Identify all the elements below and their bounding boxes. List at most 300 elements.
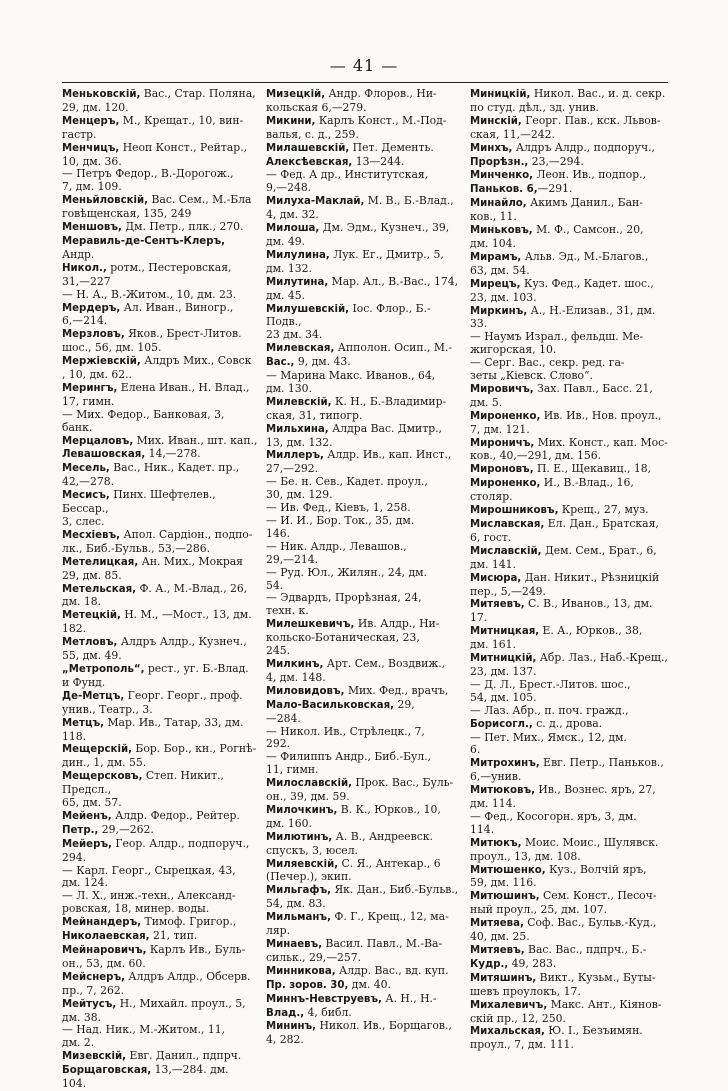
directory-line: Мининъ, Никол. Ив., Борщагов., (266, 1019, 452, 1033)
directory-line: и Фунд. (62, 675, 106, 689)
directory-line: Миллеръ, Алдр. Ив., кап. Инст., (266, 448, 452, 462)
entry-surname: Петр., (62, 824, 99, 836)
entry-surname: Мирецъ, (470, 278, 521, 290)
directory-line: говѣщенская, 135, 249 (62, 207, 192, 221)
entry-surname: Мало-Васильковская, (266, 699, 395, 711)
directory-line: Миславская, Ел. Дан., Братская, (470, 517, 659, 530)
directory-line: дм. 132. (266, 261, 312, 275)
directory-line: 182. (62, 622, 87, 636)
entry-surname: Мильхина, (266, 423, 329, 435)
directory-line: банк. (62, 420, 93, 434)
directory-line: Меравиль-де-Сентъ-Клеръ, Андр. (62, 235, 226, 261)
directory-line: Николаевская, 21, тип. (62, 929, 198, 943)
directory-line: ный проул., 25, дм. 107. (470, 903, 608, 917)
entry-surname: Метецкій, (62, 610, 121, 622)
directory-line: ская, 31, типогр. (266, 408, 363, 422)
directory-line: — Наумъ Израл., фельдш. Ме- (470, 330, 644, 344)
directory-line: 104. (62, 1077, 87, 1091)
directory-line: ровская, 18, минер. воды. (62, 902, 210, 916)
directory-line: Минскій, Георг. Пав., кск. Львов- (470, 113, 661, 127)
entry-surname: Минченко, (470, 170, 534, 182)
directory-line: унив., Театр., 3. (62, 702, 153, 716)
directory-line: 42,—278. (62, 475, 115, 489)
directory-line: кольско-Ботаническая, 23, (266, 631, 420, 645)
directory-line: Миляевскій, С. Я., Антекар., 6 (266, 856, 441, 870)
directory-line: Мизецкій, Андр. Флоров., Ни- (266, 87, 437, 100)
entry-surname: Мисюра, (470, 572, 522, 584)
directory-line: дм. 45. (266, 288, 306, 302)
directory-line: — Серг. Вас., секр. ред. га- (470, 356, 625, 370)
entry-surname: Левашовская, (62, 449, 146, 461)
directory-line: Метелицкая, Ан. Мих., Мокрая (62, 554, 243, 568)
directory-line: „Метрополь“, рест., уг. Б.-Влад. (62, 661, 249, 675)
directory-line: Михальская, Ю. І., Безъимян. (470, 1024, 643, 1038)
directory-line: Меншовъ, Дм. Петр., плк., 270. (62, 220, 244, 234)
directory-line: шос., 56, дм. 105. (62, 341, 162, 355)
directory-line: кольская 6,—279. (266, 100, 367, 114)
entry-surname: Мейнаровичъ, (62, 945, 147, 956)
entry-surname: Митюковъ, (470, 785, 535, 797)
entry-surname: Мизецкій, (266, 89, 326, 100)
directory-line: 54, дм. 83. (266, 897, 326, 911)
directory-line: Миловидовъ, Мих. Фед., врачъ, (266, 683, 449, 697)
entry-surname: Борщаговская, (62, 1065, 152, 1077)
entry-surname: Метелицкая, (62, 556, 139, 568)
directory-line: дм. 124. (62, 876, 108, 890)
directory-line: Метецкій, Н. М., —Мост., 13, дм. (62, 608, 252, 622)
directory-line: 63, дм. 54. (470, 263, 530, 277)
entry-surname: Михальская, (470, 1026, 545, 1038)
page-number-header: — 41 — (329, 56, 399, 75)
entry-surname: Микини, (266, 115, 316, 127)
directory-line: ков., 40,—291, дм. 156. (470, 449, 602, 463)
entry-surname: Меньйловскій, (62, 195, 149, 207)
directory-line: Митрохинъ, Евг. Петр., Паньков., (470, 756, 664, 770)
entry-surname: Митюшинъ, (470, 891, 540, 903)
directory-line: 9,—248. (266, 181, 312, 195)
directory-line: ляр. (266, 924, 291, 938)
directory-line: — Карл. Георг., Сырецкая, 43, (62, 863, 236, 877)
entry-surname: Милевская, (266, 343, 335, 355)
column-middle (266, 87, 464, 1047)
entry-surname: Миславскій, (470, 545, 542, 557)
directory-line: Милуха-Маклай, М. В., Б.-Влад., (266, 194, 454, 208)
entry-surname: Борисогл., (470, 718, 533, 730)
entry-surname: Милашевскій, (266, 142, 350, 154)
directory-line: 7, дм. 121. (470, 422, 530, 436)
directory-line: Милоша, Дм. Эдм., Кузнеч., 39, (266, 221, 450, 235)
directory-line: — Марина Макс. Иванов., 64, (266, 369, 436, 383)
directory-line: Минайло, Акимъ Данил., Бан- (470, 196, 643, 210)
directory-line: Пр. зоров. 30, дм. 40. (266, 977, 391, 991)
directory-line: 29,—214. (266, 552, 319, 566)
entry-surname: Метловъ, (62, 637, 118, 649)
entry-surname: Мерзловъ, (62, 329, 125, 341)
entry-surname: Месхіевъ, (62, 529, 121, 541)
entry-surname: Минникова, (266, 965, 336, 977)
entry-surname: Мейеръ, (62, 838, 112, 850)
entry-surname: Михалевичъ, (470, 999, 548, 1011)
directory-line: Вас., 9, дм. 43. (266, 355, 351, 369)
entry-surname: Мирамъ, (470, 251, 522, 263)
entry-surname: Милешкевичъ, (266, 619, 355, 631)
directory-line: Митюшинъ, Сем. Конст., Песоч- (470, 889, 657, 903)
entry-surname: Милкинъ, (266, 658, 324, 670)
directory-line: Миньковъ, М. Ф., Самсон., 20, (470, 223, 644, 237)
entry-surname: Метельская, (62, 583, 137, 595)
entry-surname: Милютинъ, (266, 831, 333, 843)
directory-line: Миславскій, Дем. Сем., Брат., 6, (470, 543, 657, 557)
entry-surname: „Метрополь“, (62, 663, 145, 675)
directory-line: — Бе. н. Сев., Кадет. проул., (266, 475, 428, 489)
entry-surname: Мещерскій, (62, 744, 132, 756)
entry-surname: Пр. зоров. 30, (266, 979, 349, 991)
directory-line: Митюшенко, Куз., Волчій яръ, (470, 862, 647, 876)
directory-line: Милулина, Лук. Ег., Дмитр., 5, (266, 247, 444, 261)
directory-line: Мироненко, И., В.-Влад., 16, (470, 476, 634, 490)
directory-line: — Руд. Юл., Жилян., 24, дм. (266, 565, 427, 579)
directory-line: Месисъ, Пинх. Шефтелев., Бессар., (62, 488, 216, 516)
entry-surname: Мещерсковъ, (62, 771, 143, 783)
directory-line: Минникова, Алдр. Вас., вд. куп. (266, 963, 449, 977)
directory-line: Милютинъ, А. В., Андреевск. (266, 829, 433, 843)
entry-surname: Миляевскій, (266, 858, 339, 870)
directory-line: Милутина, Мар. Ал., В.-Вас., 174, (266, 274, 459, 288)
directory-line: сильк., 29,—257. (266, 950, 362, 964)
directory-line: — Фед., Косогорн. яръ, 3, дм. (470, 809, 637, 823)
entry-surname: Месель, (62, 463, 110, 475)
directory-line: Митяева, Соф. Вас., Бульв.-Куд., (470, 916, 657, 930)
entry-surname: Мироничъ, (470, 437, 535, 449)
directory-columns (62, 87, 668, 1091)
entry-surname: Митяева, (470, 918, 524, 930)
entry-surname: Мироновъ, (470, 464, 534, 476)
directory-line: Петр., 29,—262. (62, 822, 154, 836)
directory-line: — И. И., Бор. Ток., 35, дм. (266, 514, 415, 527)
directory-line: Кудр., 49, 283. (470, 956, 557, 970)
directory-line: — Никол. Ив., Стрѣлецк., 7, (266, 724, 425, 738)
directory-line: Месхіевъ, Апол. Сардіон., подпо- (62, 527, 253, 541)
directory-line: Паньков. 6,—291. (470, 182, 573, 196)
directory-line: — Фед. А др., Институтская, (266, 168, 429, 182)
directory-line: — Лаз. Абр., п. поч. гражд., (470, 703, 629, 717)
directory-line: 31,—227 (62, 274, 111, 288)
directory-line: 30, дм. 129. (266, 488, 333, 502)
entry-surname: Вас., (266, 357, 295, 369)
directory-line: Мисюра, Дан. Никит., Рѣзницкій (470, 570, 660, 584)
directory-line: Мейснеръ, Алдръ Алдр., Обсерв. (62, 969, 251, 983)
directory-line: техн. к. (266, 604, 309, 618)
entry-surname: Митницкій, (470, 653, 537, 665)
directory-line: ская, 11,—242. (470, 127, 555, 141)
directory-line: 23 дм. 34. (266, 328, 323, 342)
entry-surname: Мироненко, (470, 478, 541, 490)
directory-line: Милашевскій, Пет. Дементь. (266, 140, 434, 154)
entry-surname: Миньковъ, (470, 225, 533, 237)
column-left (62, 87, 260, 1091)
directory-line: — Мих. Федор., Банковая, 3, (62, 407, 225, 421)
directory-line: Мещерсковъ, Степ. Никит., Предсл., (62, 769, 224, 797)
entry-surname: Влад., (266, 1007, 305, 1019)
directory-line: Милушевскій, Іос. Флор., Б.-Подв., (266, 301, 431, 329)
entry-surname: Мильгафъ, (266, 885, 332, 897)
directory-line: — Ник. Алдр., Левашов., (266, 539, 407, 553)
entry-surname: Милочкинъ, (266, 804, 338, 816)
directory-line: — Д. Л., Брест.-Литов. шос., (470, 677, 631, 691)
directory-line: 294. (62, 850, 87, 864)
entry-surname: Миславская, (470, 519, 545, 530)
directory-line: жигорская, 10. (470, 343, 557, 357)
entry-surname: Мейнандеръ, (62, 917, 142, 929)
directory-line: Мейеръ, Геор. Алдр., подпоруч., (62, 836, 250, 850)
directory-line: 27,—292. (266, 462, 319, 476)
directory-line: спускъ, 3, юсел. (266, 843, 358, 857)
directory-line: 3, слес. (62, 515, 105, 528)
entry-surname: Митяшинъ, (470, 972, 537, 984)
directory-line: — Пет. Мих., Ямск., 12, дм. (470, 730, 627, 744)
entry-surname: Мирошниковъ, (470, 505, 559, 517)
directory-line: Прорѣзн., 23,—294. (470, 154, 584, 168)
directory-line: Мильхина, Алдра Вас. Дмитр., (266, 421, 442, 435)
directory-line: — Над. Ник., М.-Житом., 11, (62, 1023, 226, 1037)
directory-line: дм. 38. (62, 1010, 102, 1024)
directory-line: Митяевъ, Вас. Вас., пдпрч., Б.- (470, 943, 647, 956)
directory-line: — Ив. Фед., Кіевъ, 1, 258. (266, 501, 411, 515)
directory-line: дм. 5. (470, 395, 503, 409)
directory-line: Левашовская, 14,—278. (62, 447, 201, 461)
directory-line: 6. (470, 743, 481, 757)
entry-surname: Милуха-Маклай, (266, 196, 365, 208)
directory-line: Михалевичъ, Макс. Ант., Кіянов- (470, 997, 662, 1011)
entry-surname: Меравиль-де-Сентъ-Клеръ, (62, 235, 226, 247)
directory-line: 146. (266, 526, 291, 540)
directory-line: дм. 104. (470, 236, 516, 250)
directory-line: дм. 49. (266, 234, 306, 248)
directory-line: Мирецъ, Куз. Фед., Кадет. шос., (470, 276, 654, 290)
directory-line: Мироничъ, Мих. Конст., кап. Мос- (470, 435, 668, 449)
directory-line: Мало-Васильковская, 29, (266, 697, 415, 711)
directory-line: дм. 161. (470, 638, 516, 652)
directory-line: по студ. дѣл., зд. унив. (470, 100, 599, 114)
directory-line: 6,—унив. (470, 770, 522, 784)
entry-surname: Миллеръ, (266, 450, 324, 462)
directory-line: — Н. А., В.-Житом., 10, дм. 23. (62, 287, 237, 301)
directory-line: Борщаговская, 13,—284. дм. (62, 1063, 229, 1077)
directory-line: Милевскій, К. Н., Б.-Владимир- (266, 394, 447, 408)
directory-line: Митяшинъ, Викт., Кузьм., Буты- (470, 970, 656, 984)
directory-line: пр., 7, 262. (62, 983, 125, 997)
entry-surname: Минаевъ, (266, 939, 323, 950)
directory-line: Милославскій, Прок. Вас., Буль- (266, 776, 454, 790)
directory-line: Мейнандеръ, Тимоф. Григор., (62, 915, 237, 929)
directory-line: он., 53, дм. 60. (62, 956, 146, 970)
directory-line: Мильманъ, Ф. Г., Крещ., 12, ма- (266, 910, 449, 924)
entry-surname: Милевскій, (266, 396, 332, 408)
directory-line: дм. 141. (470, 557, 516, 571)
directory-line: Мещерскій, Бор. Бор., кн., Рогнѣ- (62, 742, 257, 756)
directory-line: дм. 114. (470, 797, 516, 811)
entry-surname: Менчицъ, (62, 142, 120, 154)
entry-surname: Де-Метцъ, (62, 690, 125, 702)
directory-line: дм. 160. (266, 816, 312, 830)
entry-surname: Милоша, (266, 223, 320, 235)
entry-surname: Алексѣевская, (266, 156, 353, 168)
directory-line: — Филиппъ Андр., Биб.-Бул., (266, 750, 432, 764)
entry-surname: Минскій, (470, 115, 522, 127)
directory-line: 23, дм. 137. (470, 664, 537, 678)
directory-line: лк., Биб.-Бульв., 53,—286. (62, 541, 211, 555)
directory-line: Митницкая, Е. А., Юрков., 38, (470, 624, 643, 638)
directory-line: Мизевскій, Евг. Данил., пдпрч. (62, 1049, 242, 1063)
directory-line: — Эдвардъ, Прорѣзная, 24, (266, 591, 422, 605)
directory-line: 55, дм. 49. (62, 649, 122, 663)
directory-line: —284. (266, 711, 301, 725)
directory-line: Месель, Вас., Ник., Кадет. пр., (62, 461, 240, 475)
directory-line: 59, дм. 116. (470, 876, 537, 890)
directory-line: — Л. Х., инж.-техн., Александ- (62, 889, 236, 903)
directory-line: Милкинъ, Арт. Сем., Воздвиж., (266, 656, 446, 670)
directory-line: 11, гимн. (266, 763, 319, 777)
entry-surname: Мерцаловъ, (62, 435, 134, 447)
directory-line: он., 39, дм. 59. (266, 790, 350, 804)
entry-surname: Николаевская, (62, 931, 150, 943)
directory-line: 4, дм. 32. (266, 208, 319, 222)
directory-line: Менчицъ, Неоп Конст., Рейтар., (62, 140, 248, 154)
entry-surname: Минхъ, (470, 142, 513, 154)
directory-line: 54, дм. 105. (470, 690, 537, 704)
directory-line: Мильгафъ, Як. Дан., Биб.-Бульв., (266, 883, 459, 897)
directory-line: 17. (470, 611, 488, 625)
directory-line: Мердеръ, Ал. Иван., Виногр., (62, 300, 234, 314)
directory-line: 292. (266, 737, 291, 751)
directory-line: Мироненко, Ив. Ив., Нов. проул., (470, 408, 662, 422)
directory-line: Митюковъ, Ив., Вознес. яръ, 27, (470, 783, 656, 797)
directory-line: 40, дм. 25. (470, 930, 530, 944)
entry-surname: Мильманъ, (266, 912, 331, 924)
directory-line: 114. (470, 822, 495, 836)
directory-line: Мироновъ, П. Е., Щекавиц., 18, (470, 462, 652, 476)
entry-surname: Мировичъ, (470, 383, 534, 395)
directory-line: Де-Метцъ, Георг. Георг., проф. (62, 688, 243, 702)
directory-line: Мерзловъ, Яков., Брест-Литов. (62, 327, 242, 341)
directory-line: Влад., 4, библ. (266, 1005, 352, 1019)
entry-surname: Миннъ-Невструевъ, (266, 993, 382, 1005)
directory-line: Миннъ-Невструевъ, А. Н., Н.- (266, 991, 437, 1005)
directory-line: дм. 2. (62, 1036, 95, 1050)
directory-line: Мировичъ, Зах. Павл., Басс. 21, (470, 381, 653, 395)
entry-surname: Митницкая, (470, 626, 540, 638)
directory-line: 6,—214. (62, 314, 108, 328)
directory-line: Миркинъ, А., Н.-Елизав., 31, дм. (470, 303, 656, 317)
entry-surname: Митюшенко, (470, 864, 546, 876)
entry-surname: Мердеръ, (62, 302, 121, 314)
entry-surname: Миркинъ, (470, 305, 528, 317)
entry-surname: Минайло, (470, 198, 527, 210)
directory-line: 54. (266, 578, 284, 592)
directory-line: Мирамъ, Альв. Эд., М.-Благов., (470, 249, 649, 263)
directory-line: 4, дм. 148. (266, 670, 326, 684)
directory-line: столяр. (470, 490, 513, 504)
directory-line: Метельская, Ф. А., М.-Влад., 26, (62, 581, 248, 595)
entry-surname: Меньковскій, (62, 89, 141, 100)
directory-line: Мерцаловъ, Мих. Иван., шт. кап., (62, 433, 258, 447)
entry-surname: Мерингъ, (62, 382, 118, 394)
directory-line: 6, гост. (470, 530, 512, 544)
directory-line: Минхъ, Алдръ Алдр., подпоруч., (470, 140, 655, 154)
directory-line: 29, дм. 120. (62, 100, 129, 114)
directory-line: гастр. (62, 127, 97, 141)
directory-line: Никол., ротм., Пестеровская, (62, 260, 232, 274)
directory-line: Митюкъ, Моис. Моис., Шулявск. (470, 835, 659, 849)
entry-surname: Мининъ, (266, 1021, 317, 1033)
entry-surname: Миницкій, (470, 89, 531, 100)
directory-line: Мирошниковъ, Крещ., 27, муз. (470, 503, 649, 517)
directory-line: Мейтусъ, Н., Михайл. проул., 5, (62, 996, 246, 1010)
directory-line: ков., 11. (470, 210, 517, 224)
entry-surname: Митрохинъ, (470, 758, 540, 770)
entry-surname: Кудр., (470, 958, 509, 970)
entry-surname: Месисъ, (62, 490, 110, 502)
entry-surname: Прорѣзн., (470, 156, 529, 168)
directory-line: Микини, Карлъ Конст., М.-Под- (266, 113, 447, 127)
directory-line: 7, дм. 109. (62, 180, 122, 194)
directory-line: зеты „Кіевск. Слово“. (470, 369, 593, 383)
directory-line: 29, дм. 85. (62, 568, 122, 582)
directory-line: дин., 1, дм. 55. (62, 756, 147, 770)
directory-line: 13, дм. 132. (266, 435, 333, 449)
entry-surname: Милушевскій, (266, 303, 350, 315)
directory-line: Метловъ, Алдръ Алдр., Кузнеч., (62, 635, 247, 649)
directory-line: Меньковскій, Вас., Стар. Поляна, (62, 87, 256, 100)
directory-line: валья, с. д., 259. (266, 127, 359, 141)
entry-surname: Паньков. 6, (470, 184, 538, 196)
directory-line: Милешкевичъ, Ив. Алдр., Ни- (266, 617, 440, 631)
directory-line: Милевская, Апполон. Осип., М.- (266, 341, 452, 355)
directory-line: пер., 5,—249. (470, 584, 546, 598)
directory-line: 118. (62, 729, 87, 743)
directory-line: проул., 13, дм. 108. (470, 849, 581, 863)
entry-surname: Мейснеръ, (62, 971, 125, 983)
entry-surname: Мироненко, (470, 410, 541, 422)
directory-line: Митницкій, Абр. Лаз., Наб.-Крещ., (470, 651, 668, 665)
directory-line: проул., 7, дм. 111. (470, 1038, 574, 1052)
directory-line: (Печер.), экип. (266, 870, 352, 884)
directory-line: Борисогл., с. д., дрова. (470, 716, 603, 730)
directory-line: Менцеръ, М., Крещат., 10, вин- (62, 113, 244, 127)
entry-surname: Менцеръ, (62, 115, 120, 127)
entry-surname: Милославскій, (266, 778, 353, 790)
directory-line: шевъ проулокъ, 17. (470, 984, 581, 998)
entry-surname: Митяевъ, (470, 599, 525, 611)
directory-line: Мержіевскій, Алдръ Мих., Совск (62, 354, 252, 368)
directory-line: 4, 282. (266, 1033, 304, 1047)
entry-surname: Мержіевскій, (62, 356, 141, 368)
directory-line: Миницкій, Никол. Вас., и. д. секр. (470, 87, 666, 100)
directory-line: , 10, дм. 62.. (62, 368, 132, 382)
entry-surname: Милутина, (266, 276, 329, 288)
entry-surname: Метцъ, (62, 717, 105, 729)
directory-line: скій пр., 12, 250. (470, 1011, 566, 1025)
directory-line: Минченко, Леон. Ив., подпор., (470, 168, 647, 182)
directory-line: 65, дм. 57. (62, 796, 122, 810)
directory-line: Мейенъ, Алдр. Федор., Рейтер. (62, 808, 240, 822)
entry-surname: Мизевскій, (62, 1051, 127, 1063)
column-right (470, 87, 668, 1052)
directory-line: 33. (470, 317, 488, 331)
header-rule (62, 82, 668, 83)
entry-surname: Митюкъ, (470, 837, 522, 849)
directory-line: Митяевъ, С. В., Иванов., 13, дм. (470, 597, 653, 611)
